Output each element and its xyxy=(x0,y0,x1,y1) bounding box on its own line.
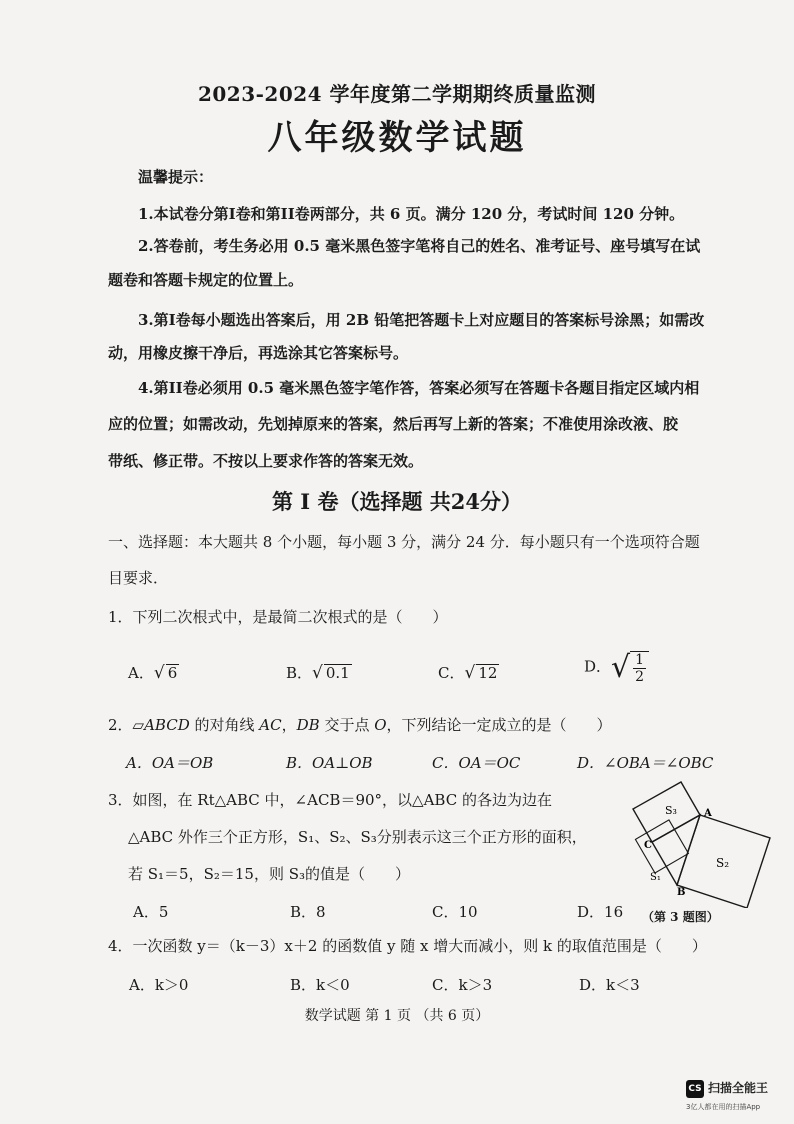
q3-option-b: B．8 xyxy=(290,903,326,921)
label-s1: S₁ xyxy=(650,872,661,883)
label-c: C xyxy=(644,840,652,851)
notice-item-2b: 题卷和答题卡规定的位置上。 xyxy=(108,271,304,289)
q1-option-b: B．√ 0.1 xyxy=(286,663,350,683)
notice-item-4b: 应的位置；如需改动，先划掉原来的答案，然后再写上新的答案；不准使用涂改液、胶 xyxy=(108,415,679,433)
notice-item-4c: 带纸、修正带。不按以上要求作答的答案无效。 xyxy=(108,452,424,470)
q3-option-d: D．16 xyxy=(577,903,624,921)
q2-text-1: 的对角线 xyxy=(189,716,260,734)
q3-line-2: △ABC 外作三个正方形，S₁、S₂、S₃分别表示这三个正方形的面积， xyxy=(128,828,587,846)
notice-item-4a: 4.第II卷必须用 0.5 毫米黑色签字笔作答，答案必须写在答题卡各题目指定区域内相 xyxy=(138,379,700,397)
q2-db: DB xyxy=(296,716,320,734)
q3-line-3: 若 S₁＝5，S₂＝15，则 S₃的值是（ ） xyxy=(128,865,411,883)
q1-option-d: D．√ $\frac{1}{2}$ xyxy=(584,650,649,685)
q2-option-d: D．∠OBA＝∠OBC xyxy=(577,754,714,772)
q2-option-b: B．OA⊥OB xyxy=(286,754,373,772)
camscanner-logo-icon: CS xyxy=(686,1080,704,1098)
section-intro-b: 目要求． xyxy=(108,569,169,587)
q2-o: O xyxy=(374,716,387,734)
q4-stem: 4．一次函数 y＝（k－3）x＋2 的函数值 y 随 x 增大而减小，则 k 的取值范围是（ ） xyxy=(108,937,707,955)
q1-option-d-label: D． xyxy=(584,657,612,676)
q1-option-d-denominator: 2 xyxy=(635,668,645,685)
q4-option-a: A．k＞0 xyxy=(129,976,189,994)
q3-option-c: C．10 xyxy=(432,903,478,921)
label-b: B xyxy=(677,887,686,898)
q2-number: 2． xyxy=(108,716,133,734)
q1-stem: 1．下列二次根式中，是最简二次根式的是（ ） xyxy=(108,608,448,626)
q2-option-a: A．OA＝OB xyxy=(126,754,214,772)
q3-option-a: A．5 xyxy=(133,903,169,921)
q1-option-c: C．√ 12 xyxy=(438,663,498,683)
page-footer: 数学试题 第 1 页 （共 6 页） xyxy=(304,1008,490,1024)
q1-option-d-numerator: 1 xyxy=(635,651,645,668)
q1-option-c-label: C． xyxy=(438,664,465,682)
q2-stem xyxy=(108,714,612,736)
q2-option-c: C．OA＝OC xyxy=(432,754,521,772)
label-s3: S₃ xyxy=(665,804,677,817)
section-intro-a: 一、选择题：本大题共 8 个小题，每小题 3 分，满分 24 分．每小题只有一个选项符合题 xyxy=(108,533,700,551)
q2-ac: AC xyxy=(259,716,282,734)
exam-title: 八年级数学试题 xyxy=(267,118,527,158)
parallelogram-icon: ▱ xyxy=(132,716,145,734)
q3-figure xyxy=(620,778,775,908)
notice-item-2a: 2.答卷前，考生务必用 0.5 毫米黑色签字笔将自己的姓名、准考证号、座号填写在试 xyxy=(138,237,701,255)
notice-item-1: 1.本试卷分第I卷和第II卷两部分，共 6 页。满分 120 分，考试时间 120 分钟。 xyxy=(138,205,685,223)
notice-item-3a: 3.第I卷每小题选出答案后，用 2B 铅笔把答题卡上对应题目的答案标号涂黑；如需改 xyxy=(138,311,705,329)
q3-figure-caption: （第 3 题图） xyxy=(642,910,719,924)
q1-option-b-label: B． xyxy=(286,664,313,682)
q1-option-a-radicand: 6 xyxy=(167,664,178,682)
q1-option-b-radicand: 0.1 xyxy=(325,664,350,682)
q4-option-d: D．k＜3 xyxy=(579,976,640,994)
notice-item-3b: 动，用橡皮擦干净后，再选涂其它答案标号。 xyxy=(108,344,409,362)
q2-text-4: ，下列结论一定成立的是（ ） xyxy=(386,716,612,734)
exam-subtitle: 2023-2024 学年度第二学期期终质量监测 xyxy=(197,82,597,106)
q4-option-b: B．k＜0 xyxy=(290,976,350,994)
q1-option-a: A．√ 6 xyxy=(128,663,178,683)
q4-option-c: C．k＞3 xyxy=(432,976,493,994)
q2-text-3: 交于点 xyxy=(319,716,375,734)
label-s2: S₂ xyxy=(716,856,730,870)
camscanner-name: 扫描全能王 xyxy=(708,1081,769,1095)
q2-text-2: ， xyxy=(281,716,297,734)
q1-option-c-radicand: 12 xyxy=(478,664,498,682)
q1-option-a-label: A． xyxy=(128,664,154,682)
notice-heading: 温馨提示： xyxy=(138,168,214,186)
q2-abcd: ABCD xyxy=(144,716,190,734)
section-title: 第 I 卷（选择题 共24分） xyxy=(272,489,522,514)
label-a: A xyxy=(704,808,712,819)
q3-line-1: 3．如图，在 Rt△ABC 中，∠ACB＝90°，以△ABC 的各边为边在 xyxy=(108,791,552,809)
camscanner-tagline: 3亿人都在用的扫描App xyxy=(686,1103,761,1111)
